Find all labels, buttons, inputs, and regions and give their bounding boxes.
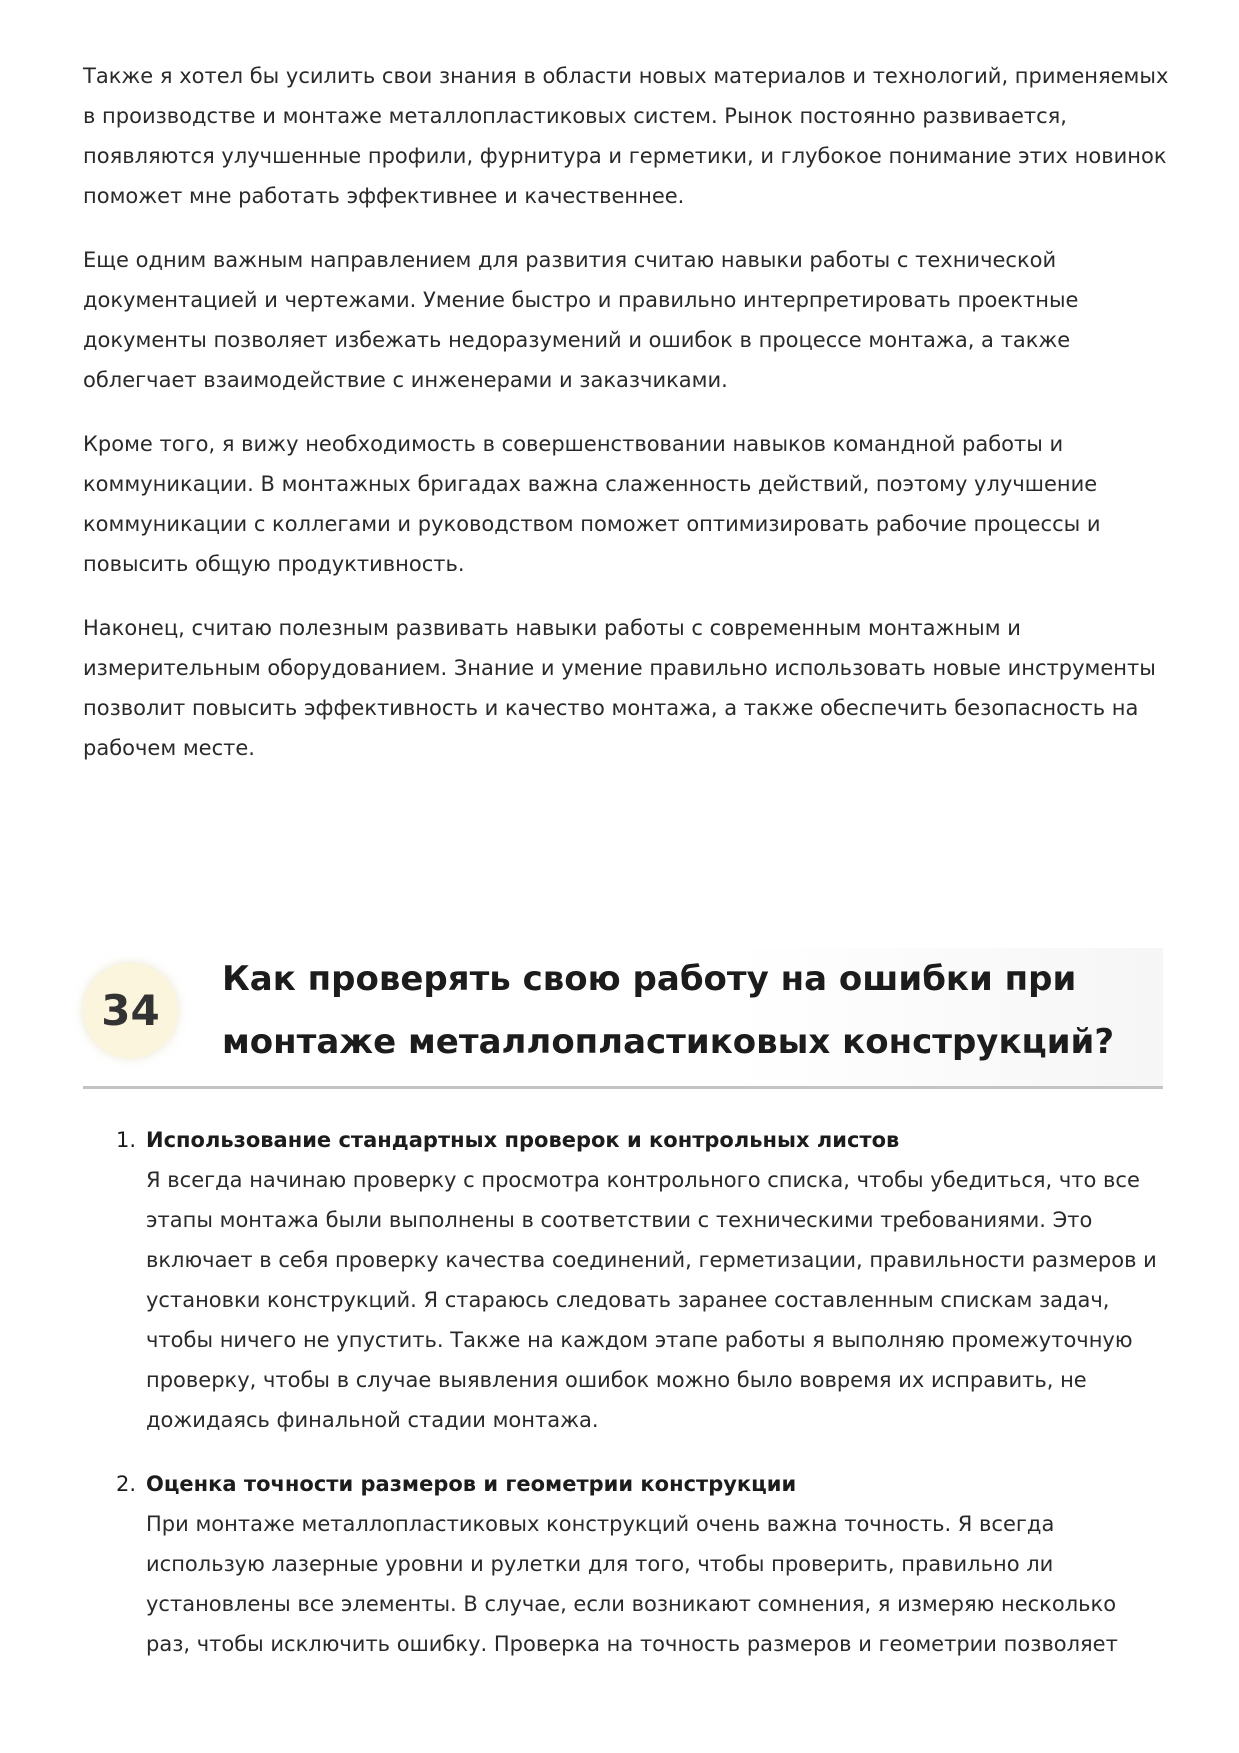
section-number-badge: 34 — [83, 963, 178, 1058]
list-item-title: Использование стандартных проверок и контрольных листов — [146, 1128, 900, 1152]
paragraph: Наконец, считаю полезным развивать навыки работы с современным монтажным и измерительным оборудованием. Знание и умение правильно использовать новые инструменты позволит повысить эффективность и качество монтажа, а также обеспечить безопасность на рабочем месте. — [83, 616, 1156, 760]
paragraph: Еще одним важным направлением для развития считаю навыки работы с технической документацией и чертежами. Умение быстро и правильно интерпретировать проектные документы позволяет избежать недоразумений и ошибок в процессе монтажа, а также облегчает взаимодействие с инженерами и заказчиками. — [83, 248, 1079, 392]
list-item-number: 2. — [116, 1472, 137, 1496]
paragraph: Также я хотел бы усилить свои знания в области новых материалов и технологий, применяемых в производстве и монтаже металлопластиковых систем. Рынок постоянно развивается, появляются улучшенные профили, фурнитура и герметики, и глубокое понимание этих новинок поможет мне работать эффективнее и качественнее. — [83, 64, 1169, 208]
list-item-text: Я всегда начинаю проверку с просмотра контрольного списка, чтобы убедиться, что все этапы монтажа были выполнены в соответствии с техническими требованиями. Это включает в себя проверку качества соединений, герметизации, правильности размеров и установки конструкций. Я стараюсь следовать заранее составленным спискам задач, чтобы ничего не упустить. Также на каждом этапе работы я выполняю промежуточную проверку, чтобы в случае выявления ошибок можно было вовремя их исправить, не дожидаясь финальной стадии монтажа. — [146, 1168, 1157, 1432]
list-item-number: 1. — [116, 1128, 137, 1152]
section-title: Как проверять свою работу на ошибки при монтаже металлопластиковых конструкций? — [222, 959, 1115, 1062]
section-header — [83, 948, 1163, 1089]
paragraph: Кроме того, я вижу необходимость в совершенствовании навыков командной работы и коммуникации. В монтажных бригадах важна слаженность действий, поэтому улучшение коммуникации с коллегами и руководством поможет оптимизировать рабочие процессы и повысить общую продуктивность. — [83, 432, 1101, 576]
list-item-title: Оценка точности размеров и геометрии конструкции — [146, 1472, 797, 1496]
list-item-text: При монтаже металлопластиковых конструкций очень важна точность. Я всегда использую лазерные уровни и рулетки для того, чтобы проверить, правильно ли установлены все элементы. В случае, если возникают сомнения, я измеряю несколько раз, чтобы исключить ошибку. Проверка на точность размеров и геометрии позволяет — [146, 1512, 1118, 1656]
